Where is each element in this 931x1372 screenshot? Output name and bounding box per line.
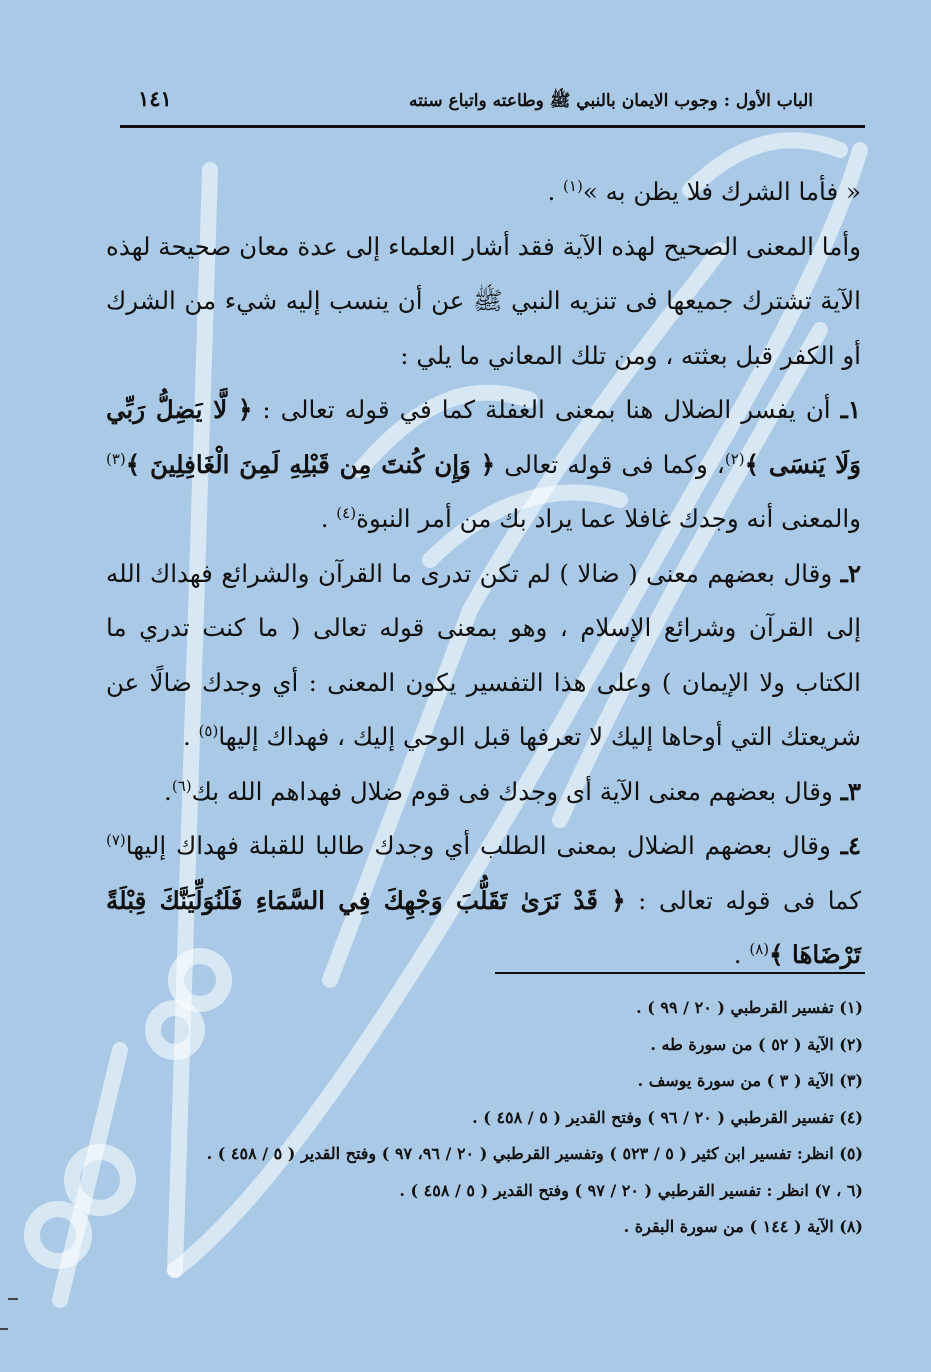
item-text: وقال بعضهم معنى الآية أى وجدك فى قوم ضلال فهداهم الله بك xyxy=(191,776,841,806)
quran-verse: ﴿ قَدْ نَرَىٰ تَقَلُّبَ وَجْهِكَ فِي السَّمَاءِ فَلَنُوَلِّيَنَّكَ قِبْلَةً تَرْضَاهَا ﴾ xyxy=(106,885,861,969)
paragraph-quote xyxy=(106,165,861,220)
item-text: وقال بعضهم الضلال بمعنى الطلب أي وجدك طالبا للقبلة فهداك إليها xyxy=(125,831,841,860)
footnote-2: (٢) الآية ( ٥٢ ) من سورة طه . xyxy=(650,1034,863,1054)
list-item-1 xyxy=(106,383,861,547)
paragraph-text: وأما المعنى الصحيح لهذه الآية فقد أشار العلماء إلى عدة معان صحيحة لهذه الآية تشترك جميعها فى تنزيه النبي ﷺ عن أن ينسب إليه شيء من الشرك أو الكفر قبل بعثته ، ومن تلك المعاني ما يلي : xyxy=(106,231,861,370)
item-text: أن يفسر الضلال هنا بمعنى الغفلة كما في قوله تعالى : xyxy=(252,395,841,424)
list-item-2 xyxy=(106,547,861,765)
item-end: . xyxy=(733,940,750,969)
item-end: . xyxy=(320,504,337,533)
footnotes xyxy=(63,990,863,1246)
footnote-ref: (٢) xyxy=(724,449,745,468)
footnote-ref: (٥) xyxy=(198,721,219,740)
list-item-4 xyxy=(106,819,861,983)
footnote-ref: (٤) xyxy=(336,503,357,522)
header-rule xyxy=(120,125,865,128)
item-end: . xyxy=(182,722,199,751)
footnote-ref: (٣) xyxy=(106,449,126,468)
item-marker: ١ـ xyxy=(840,395,861,424)
running-header-title: الباب الأول : وجوب الايمان بالنبي ﷺ وطاعته واتباع سنته xyxy=(409,91,813,111)
paragraph-text: « فأما الشرك فلا يظن به » xyxy=(582,177,861,206)
item-end: . xyxy=(164,776,172,806)
quran-verse: ﴿ وَإِن كُنتَ مِن قَبْلِهِ لَمِنَ الْغَافِلِينَ ﴾ xyxy=(125,449,496,479)
footnote-1: (١) تفسير القرطبي ( ٢٠ / ٩٩ ) . xyxy=(636,998,863,1017)
footnote-5: (٥) انظر: تفسير ابن كثير ( ٥ / ٥٢٣ ) وتفسير القرطبي ( ٢٠ / ٩٦، ٩٧ ) وفتح القدير ( ٥ / ٤٥٨ ) . xyxy=(206,1144,863,1163)
edge-mark xyxy=(0,1328,8,1330)
page-number: ١٤١ xyxy=(138,86,172,111)
body-text xyxy=(106,165,861,983)
edge-mark xyxy=(8,1298,18,1300)
item-marker: ٢ـ xyxy=(840,558,861,588)
footnote-6-7: (٦ ، ٧) انظر : تفسير القرطبي ( ٢٠ / ٩٧ ) وفتح القدير ( ٥ / ٤٥٨ ) . xyxy=(399,1180,863,1200)
item-marker: ٤ـ xyxy=(840,831,861,860)
footnote-4: (٤) تفسير القرطبي ( ٢٠ / ٩٦ ) وفتح القدير ( ٥ / ٤٥٨ ) . xyxy=(472,1107,863,1127)
list-item-3 xyxy=(106,765,861,820)
footnote-ref: (٧) xyxy=(106,830,126,849)
item-text: كما فى قوله تعالى : xyxy=(625,885,861,915)
footnote-8: (٨) الآية ( ١٤٤ ) من سورة البقرة . xyxy=(623,1217,863,1236)
quran-verse: ﴿ لَّا يَضِلُّ رَبِّي وَلَا يَنسَى ﴾ xyxy=(106,395,861,479)
footnote-ref: (١) xyxy=(563,176,583,195)
item-text: وقال بعضهم معنى ( ضالا ) لم تكن تدرى ما القرآن والشرائع فهداك الله إلى القرآن وشرائع الإسلام ، وهو بمعنى قوله تعالى ( ما كنت تدري ما الكتاب ولا الإيمان ) وعلى هذا التفسير يكون المعنى : أي وجدك ضالًا عن شريعتك التي أوحاها إليك لا تعرفها قبل الوحي إليك ، فهداك إليها xyxy=(106,558,861,751)
paragraph-end: . xyxy=(547,177,564,206)
footnote-ref: (٦) xyxy=(171,776,192,795)
paragraph-intro xyxy=(106,220,861,384)
footnote-3: (٣) الآية ( ٣ ) من سورة يوسف . xyxy=(637,1071,863,1090)
footnote-separator xyxy=(495,972,865,974)
item-marker: ٣ـ xyxy=(840,776,861,806)
item-text: ، وكما فى قوله تعالى xyxy=(495,449,725,479)
item-text: والمعنى أنه وجدك غافلا عما يراد بك من أمر النبوة xyxy=(356,504,861,533)
footnote-ref: (٨) xyxy=(749,939,770,958)
